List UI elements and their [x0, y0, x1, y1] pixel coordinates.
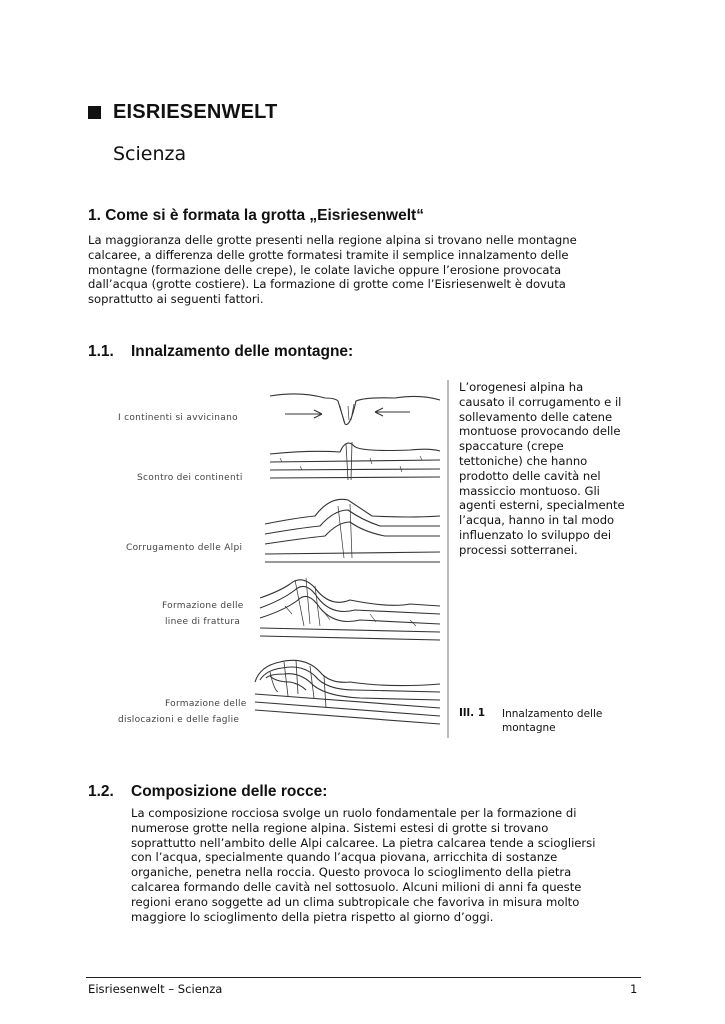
- section-1-paragraph: [88, 233, 608, 307]
- figure-label: Formazione delle: [165, 699, 247, 709]
- section-1-1-side-text: [459, 380, 634, 558]
- paragraph-line: organiche, penetra nella roccia. Questo provoca lo scioglimento della pietra: [131, 865, 572, 880]
- paragraph-line: calcaree, a differenza delle grotte formatesi tramite il semplice innalzamento delle: [88, 247, 569, 262]
- stage-2-sketch: [270, 442, 440, 480]
- stage-4-sketch: [260, 578, 440, 640]
- stage-3-sketch: [265, 499, 440, 562]
- figure-caption-text: [502, 707, 642, 735]
- side-text-line: causato il corrugamento e il: [459, 394, 622, 409]
- document-subtitle: Scienza: [113, 143, 187, 165]
- side-text-line: sollevamento delle catene: [459, 409, 613, 424]
- bullet-square-icon: [88, 106, 101, 119]
- figure-label: Formazione delle: [162, 601, 244, 611]
- figure-label: linee di frattura: [165, 617, 241, 627]
- section-1-heading: 1. Come si è formata la grotta „Eisriesenwelt“: [88, 207, 424, 224]
- paragraph-line: montagne (formazione delle crepe), le colate laviche oppure l’erosione provocata: [88, 262, 562, 277]
- section-1-2-title: Composizione delle rocce:: [131, 783, 328, 800]
- section-1-1-title: Innalzamento delle montagne:: [131, 343, 354, 360]
- figure-labels: [118, 413, 247, 725]
- paragraph-line: numerose grotte nella regione alpina. Sistemi estesi di grotte si trovano: [131, 820, 549, 835]
- document-title: EISRIESENWELT: [113, 101, 278, 123]
- stage-5-sketch: [255, 660, 440, 724]
- paragraph-line: soprattutto ai seguenti fattori.: [88, 292, 264, 307]
- side-text-line: agenti esterni, specialmente: [459, 498, 625, 513]
- section-1-2-number: 1.2.: [88, 783, 114, 800]
- side-text-line: L’orogenesi alpina ha: [459, 380, 584, 394]
- stage-1-sketch: [270, 394, 440, 425]
- paragraph-line: maggiore lo scioglimento della pietra rispetto al giorno d’oggi.: [131, 909, 494, 924]
- figure-caption-number: Ill. 1: [459, 707, 486, 719]
- side-text-line: prodotto delle cavità nel: [459, 468, 601, 483]
- footer-divider: [86, 977, 641, 978]
- side-text-line: spaccature (crepe: [459, 439, 564, 454]
- figure-label: dislocazioni e delle faglie: [118, 715, 240, 725]
- side-text-line: tettoniche) che hanno: [459, 453, 588, 468]
- side-text-line: processi sotterranei.: [459, 542, 578, 557]
- side-text-line: montuose provocando delle: [459, 424, 621, 439]
- page-number: 1: [630, 982, 638, 996]
- caption-line: Innalzamento delle: [502, 708, 603, 720]
- figure-label: I continenti si avvicinano: [118, 413, 238, 423]
- section-1-1-number: 1.1.: [88, 343, 114, 360]
- mountain-formation-figure: [110, 376, 455, 746]
- figure-label: Scontro dei continenti: [137, 473, 243, 483]
- paragraph-line: soprattutto nell’ambito delle Alpi calcaree. La pietra calcarea tende a sciogliersi: [131, 835, 596, 850]
- footer-title: Eisriesenwelt – Scienza: [88, 982, 223, 996]
- paragraph-line: dall’acqua (grotte costiere). La formazione di grotte come l’Eisriesenwelt è dovuta: [88, 277, 566, 292]
- side-text-line: massiccio montuoso. Gli: [459, 483, 600, 498]
- paragraph-line: regioni erano soggette ad un clima subtropicale che favoriva in misura molto: [131, 894, 580, 909]
- paragraph-line: La maggioranza delle grotte presenti nella regione alpina si trovano nelle montagne: [88, 233, 577, 247]
- figure-label: Corrugamento delle Alpi: [126, 543, 243, 553]
- paragraph-line: con l’acqua, specialmente quando l’acqua piovana, arricchita di sostanze: [131, 850, 558, 865]
- section-1-2-paragraph: [131, 806, 611, 924]
- paragraph-line: calcarea formando delle cavità nel sottosuolo. Alcuni milioni di anni fa queste: [131, 879, 582, 894]
- paragraph-line: La composizione rocciosa svolge un ruolo fondamentale per la formazione di: [131, 806, 577, 820]
- side-text-line: influenzato lo sviluppo dei: [459, 527, 612, 542]
- caption-line: montagne: [502, 722, 556, 734]
- side-text-line: l’acqua, hanno in tal modo: [459, 513, 615, 528]
